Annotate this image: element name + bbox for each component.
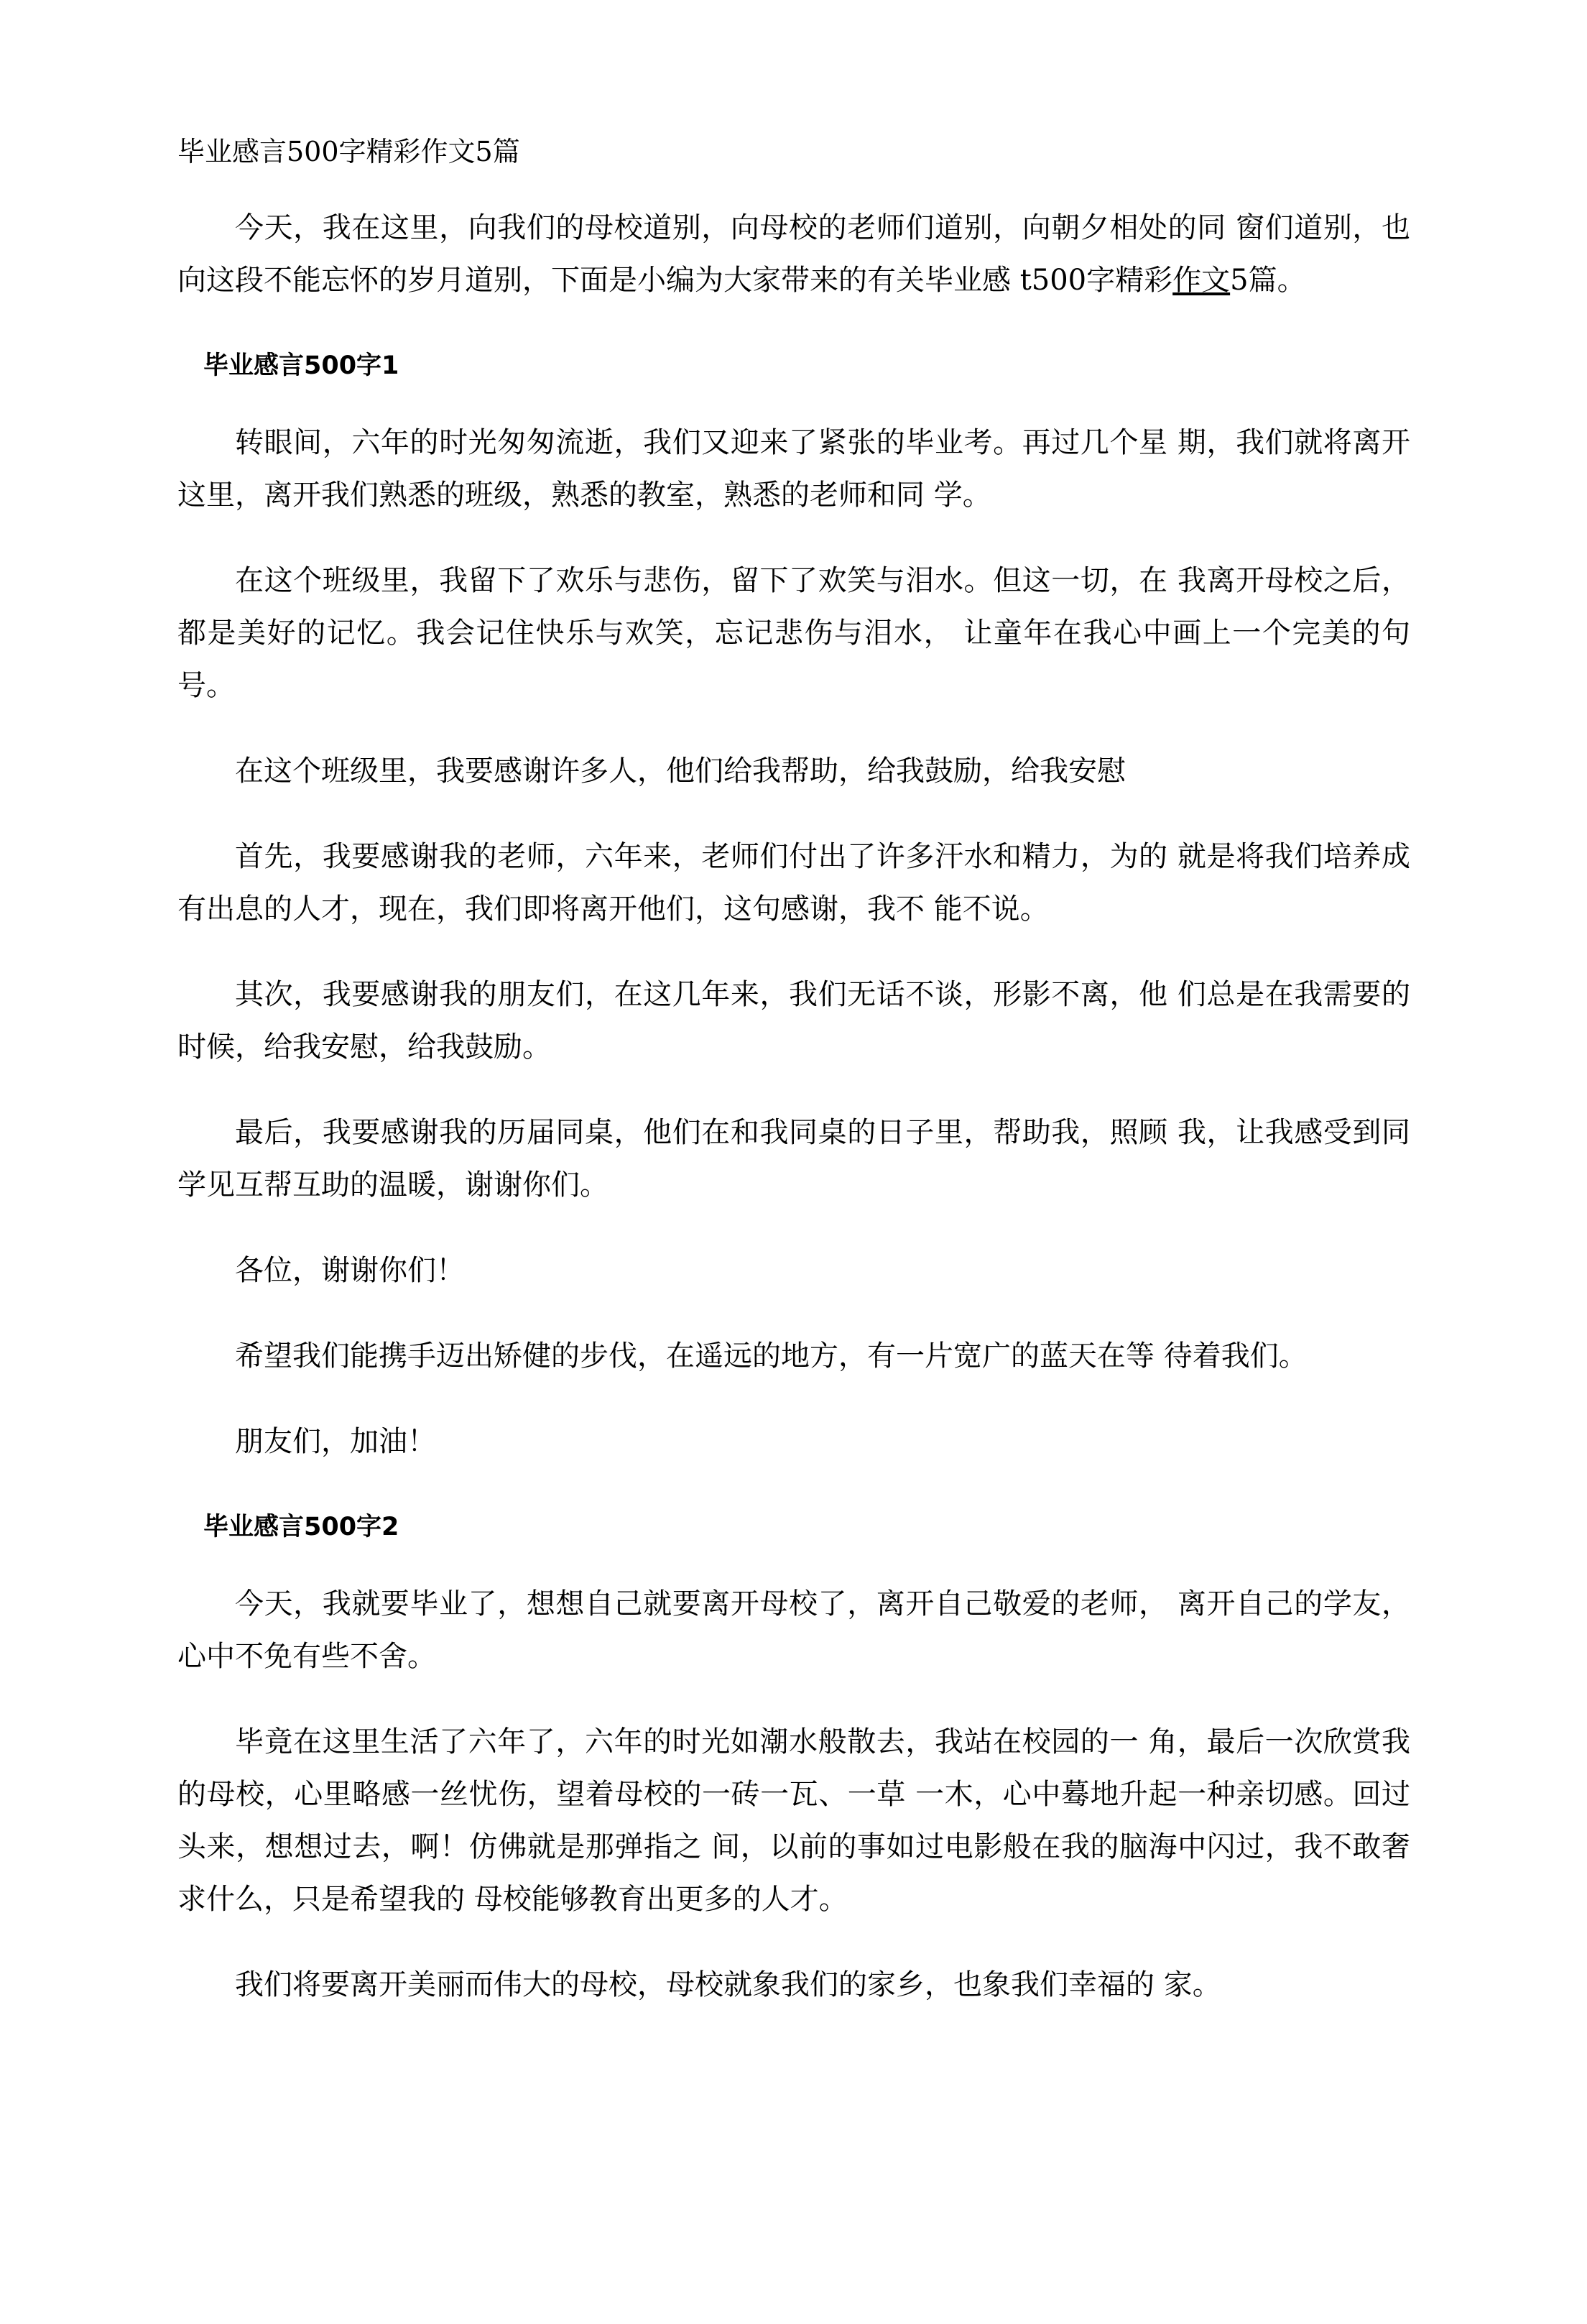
- section-heading-1: 毕业感言500字1: [203, 351, 399, 381]
- section-1-paragraph-4: 首先，我要感谢我的老师，六年来，老师们付出了许多汗水和精力，为的 就是将我们培养成有出息的人才，现在，我们即将离开他们，这句感谢，我不 能不说。: [177, 840, 1410, 926]
- section-1-paragraph-8: 希望我们能携手迈出矫健的步伐，在遥远的地方，有一片宽广的蓝天在等 待着我们。: [235, 1339, 1308, 1373]
- section-2-paragraph-2: 毕竟在这里生活了六年了，六年的时光如潮水般散去，我站在校园的一 角，最后一次欣赏我的母校，心里略感一丝忧伤，望着母校的一砖一瓦、一草 一木，心中蓦地升起一种亲切感。回过头来，想想过去，啊！仿佛就是那弹指之 间，以前的事如过电影般在我的脑海中闪过，我不敢奢求什么，只是希望我的 母校能够教育出更多的人才。: [177, 1725, 1410, 1917]
- document-content: [177, 134, 1410, 2011]
- section-1-paragraph-2: 在这个班级里，我留下了欢乐与悲伤，留下了欢笑与泪水。但这一切，在 我离开母校之后，都是美好的记忆。我会记住快乐与欢笑，忘记悲伤与泪水， 让童年在我心中画上一个完美的句号。: [177, 564, 1410, 703]
- section-2-paragraph-1: 今天，我就要毕业了，想想自己就要离开母校了，离开自己敬爱的老师， 离开自己的学友，心中不免有些不舍。: [177, 1587, 1410, 1674]
- composition-link[interactable]: 作文: [1172, 264, 1231, 298]
- section-1-paragraph-7: 各位，谢谢你们！: [235, 1254, 465, 1288]
- section-1-paragraph-6: 最后，我要感谢我的历届同桌，他们在和我同桌的日子里，帮助我，照顾 我，让我感受到同学见互帮互助的温暖，谢谢你们。: [177, 1116, 1410, 1202]
- section-2-paragraph-3: 我们将要离开美丽而伟大的母校，母校就象我们的家乡，也象我们幸福的 家。: [235, 1968, 1221, 2002]
- intro-paragraph: [177, 202, 1410, 307]
- section-1-paragraph-5: 其次，我要感谢我的朋友们，在这几年来，我们无话不谈，形影不离，他 们总是在我需要的时候，给我安慰，给我鼓励。: [177, 978, 1410, 1064]
- document-title: 毕业感言500字精彩作文5篇: [177, 136, 520, 167]
- section-1-paragraph-1: 转眼间，六年的时光匆匆流逝，我们又迎来了紧张的毕业考。再过几个星 期，我们就将离开这里，离开我们熟悉的班级，熟悉的教室，熟悉的老师和同 学。: [177, 426, 1410, 512]
- section-heading-2: 毕业感言500字2: [203, 1513, 399, 1542]
- intro-text-after-link: 5篇。: [1230, 264, 1306, 298]
- section-1-paragraph-3: 在这个班级里，我要感谢许多人，他们给我帮助，给我鼓励，给我安慰: [235, 755, 1126, 788]
- intro-text-before-link: 今天，我在这里，向我们的母校道别，向母校的老师们道别，向朝夕相处的同 窗们道别，也向这段不能忘怀的岁月道别，下面是小编为大家带来的有关毕业感 t500字精彩: [177, 211, 1410, 298]
- section-1-paragraph-9: 朋友们，加油！: [235, 1425, 436, 1459]
